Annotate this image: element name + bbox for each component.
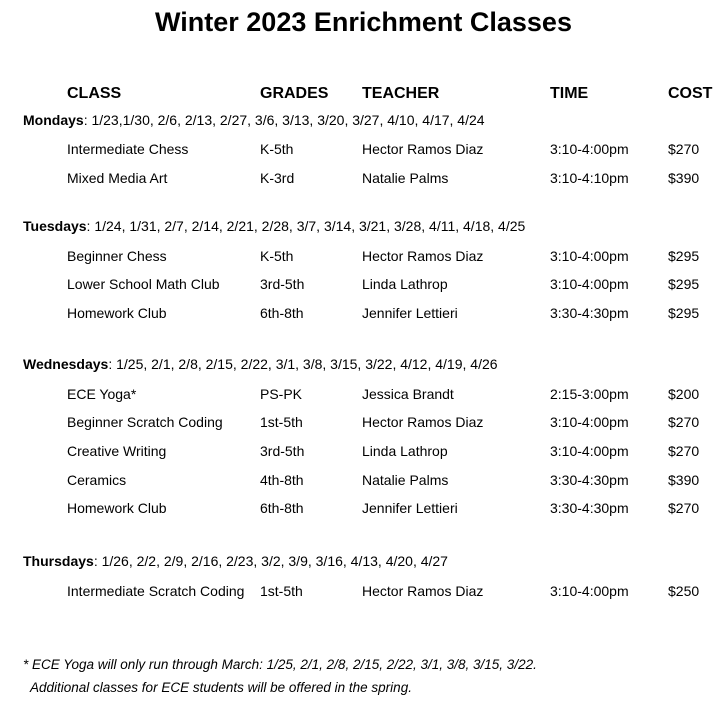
class-name: Mixed Media Art — [67, 170, 168, 186]
day-dates: : 1/26, 2/2, 2/9, 2/16, 2/23, 3/2, 3/9, 3/16, 4/13, 4/20, 4/27 — [93, 553, 448, 569]
header-cost: COST — [668, 85, 713, 102]
page-title: Winter 2023 Enrichment Classes — [155, 7, 572, 37]
class-time: 2:15-3:00pm — [550, 386, 629, 402]
class-grades: 6th-8th — [260, 500, 304, 516]
class-grades: 3rd-5th — [260, 443, 305, 459]
class-teacher: Linda Lathrop — [362, 276, 448, 292]
class-time: 3:10-4:00pm — [550, 414, 629, 430]
class-cost: $295 — [668, 276, 700, 292]
class-teacher: Hector Ramos Diaz — [362, 248, 484, 264]
class-teacher: Linda Lathrop — [362, 443, 448, 459]
class-grades: 1st-5th — [260, 414, 303, 430]
class-name: Homework Club — [67, 305, 167, 321]
class-teacher: Natalie Palms — [362, 170, 449, 186]
day-heading-mondays — [23, 112, 485, 128]
class-teacher: Natalie Palms — [362, 472, 449, 488]
class-time: 3:30-4:30pm — [550, 472, 629, 488]
class-row — [0, 305, 727, 325]
class-teacher: Hector Ramos Diaz — [362, 583, 484, 599]
day-label: Wednesdays — [23, 356, 109, 372]
day-label: Tuesdays — [23, 218, 87, 234]
header-class: CLASS — [67, 85, 122, 102]
class-cost: $295 — [668, 248, 700, 264]
class-row — [0, 386, 727, 406]
class-teacher: Jessica Brandt — [362, 386, 454, 402]
class-cost: $200 — [668, 386, 700, 402]
day-dates: : 1/23,1/30, 2/6, 2/13, 2/27, 3/6, 3/13, 3/20, 3/27, 4/10, 4/17, 4/24 — [83, 112, 485, 128]
class-name: Beginner Chess — [67, 248, 167, 264]
class-row — [0, 414, 727, 434]
class-grades: K-5th — [260, 248, 294, 264]
class-row — [0, 248, 727, 268]
class-grades: 4th-8th — [260, 472, 304, 488]
class-row — [0, 472, 727, 492]
class-cost: $270 — [668, 500, 700, 516]
class-teacher: Hector Ramos Diaz — [362, 414, 484, 430]
footnote-line-1: * ECE Yoga will only run through March: 1/25, 2/1, 2/8, 2/15, 2/22, 3/1, 3/8, 3/15, 3/22. — [23, 657, 537, 672]
class-time: 3:10-4:00pm — [550, 248, 629, 264]
class-cost: $270 — [668, 414, 700, 430]
class-time: 3:10-4:00pm — [550, 276, 629, 292]
class-time: 3:10-4:00pm — [550, 443, 629, 459]
day-label: Mondays — [23, 112, 84, 128]
class-cost: $295 — [668, 305, 700, 321]
class-row — [0, 583, 727, 603]
class-grades: 1st-5th — [260, 583, 303, 599]
class-cost: $390 — [668, 472, 700, 488]
class-row — [0, 170, 727, 190]
class-time: 3:10-4:00pm — [550, 583, 629, 599]
day-heading-tuesdays — [23, 218, 525, 234]
class-teacher: Jennifer Lettieri — [362, 305, 458, 321]
class-time: 3:30-4:30pm — [550, 305, 629, 321]
day-heading-wednesdays — [23, 356, 498, 372]
class-row — [0, 141, 727, 161]
class-grades: 3rd-5th — [260, 276, 305, 292]
class-grades: 6th-8th — [260, 305, 304, 321]
class-cost: $390 — [668, 170, 700, 186]
day-heading-thursdays — [23, 553, 448, 569]
class-name: ECE Yoga* — [67, 386, 137, 402]
class-row — [0, 276, 727, 296]
class-cost: $270 — [668, 141, 700, 157]
class-cost: $270 — [668, 443, 700, 459]
day-label: Thursdays — [23, 553, 94, 569]
class-time: 3:10-4:10pm — [550, 170, 629, 186]
class-teacher: Hector Ramos Diaz — [362, 141, 484, 157]
class-name: Ceramics — [67, 472, 127, 488]
class-name: Lower School Math Club — [67, 276, 220, 292]
class-row — [0, 500, 727, 520]
header-time: TIME — [550, 85, 589, 102]
class-grades: PS-PK — [260, 386, 303, 402]
class-cost: $250 — [668, 583, 700, 599]
class-time: 3:10-4:00pm — [550, 141, 629, 157]
class-grades: K-5th — [260, 141, 294, 157]
class-time: 3:30-4:30pm — [550, 500, 629, 516]
day-dates: : 1/25, 2/1, 2/8, 2/15, 2/22, 3/1, 3/8, 3/15, 3/22, 4/12, 4/19, 4/26 — [108, 356, 498, 372]
class-teacher: Jennifer Lettieri — [362, 500, 458, 516]
class-name: Intermediate Scratch Coding — [67, 583, 245, 599]
footnote-line-2: Additional classes for ECE students will be offered in the spring. — [30, 680, 412, 695]
class-grades: K-3rd — [260, 170, 295, 186]
header-grades: GRADES — [260, 85, 329, 102]
class-name: Homework Club — [67, 500, 167, 516]
class-name: Intermediate Chess — [67, 141, 189, 157]
header-teacher: TEACHER — [362, 85, 440, 102]
day-dates: : 1/24, 1/31, 2/7, 2/14, 2/21, 2/28, 3/7, 3/14, 3/21, 3/28, 4/11, 4/18, 4/25 — [86, 218, 526, 234]
class-name: Beginner Scratch Coding — [67, 414, 223, 430]
class-row — [0, 443, 727, 463]
class-name: Creative Writing — [67, 443, 167, 459]
